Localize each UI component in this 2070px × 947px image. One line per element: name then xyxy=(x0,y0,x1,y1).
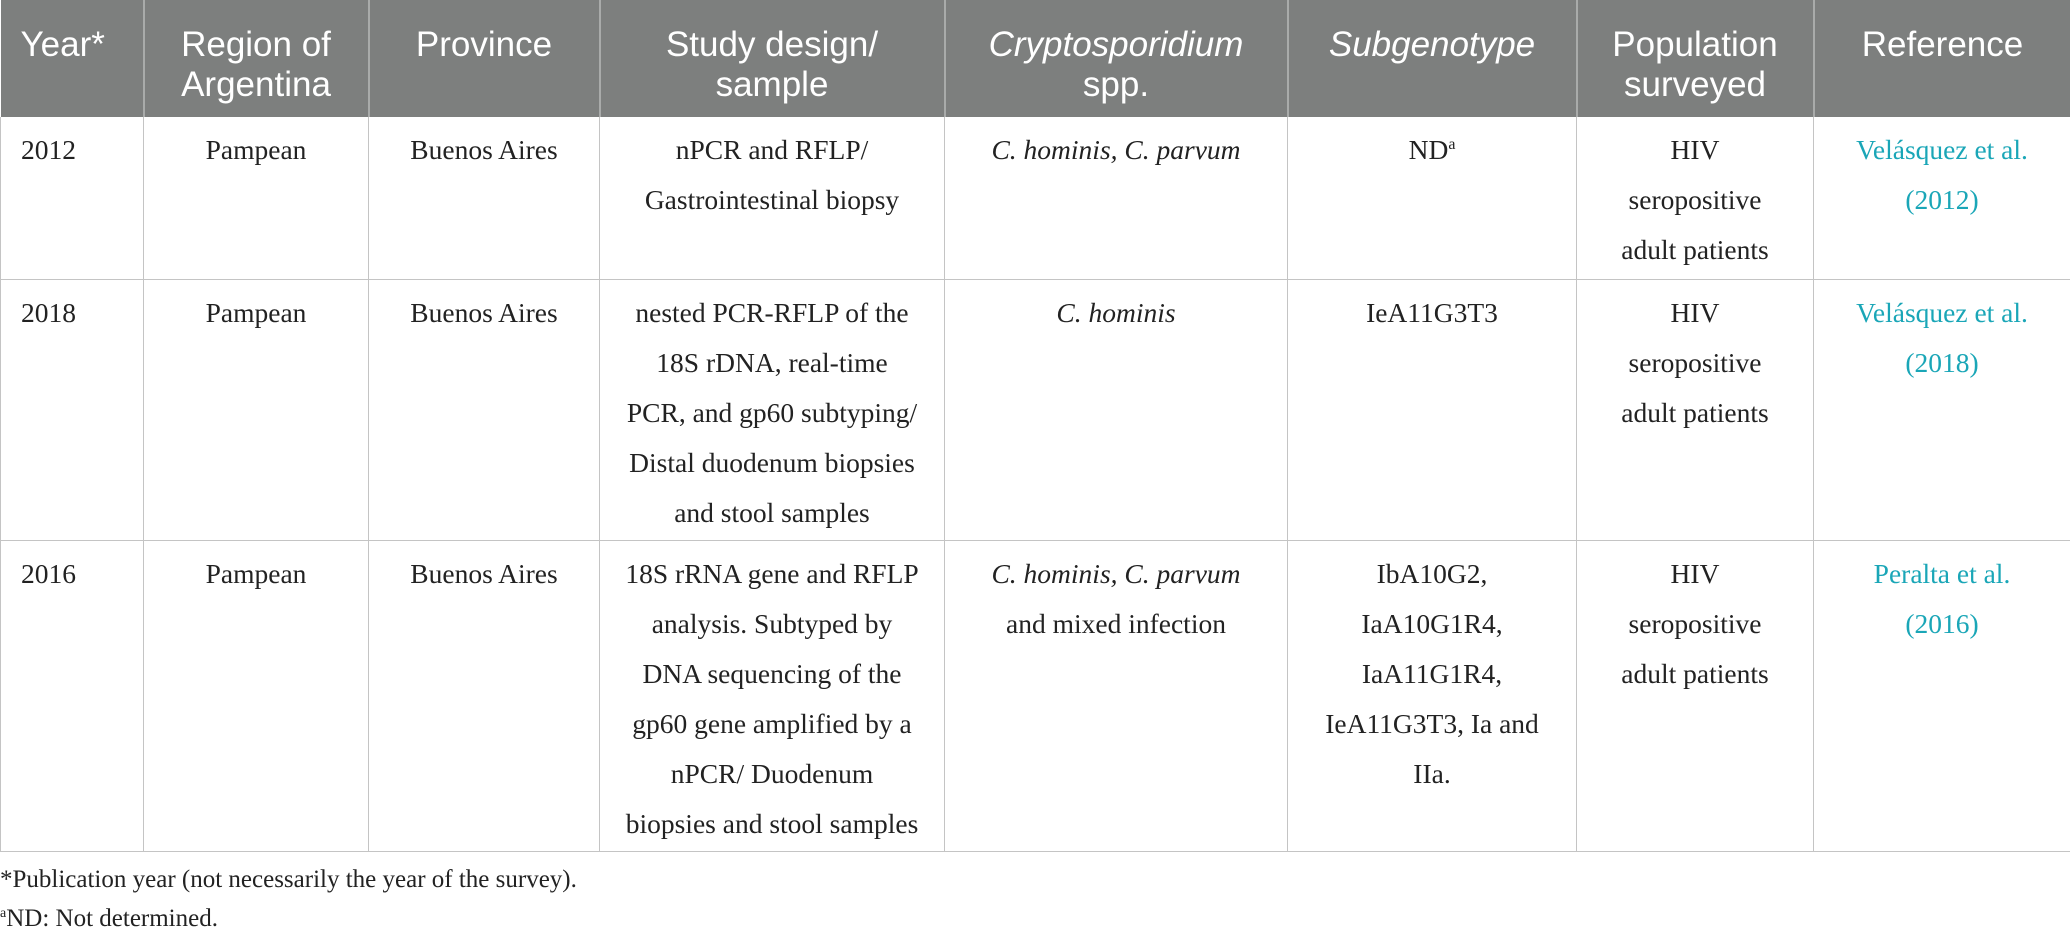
cell-species: C. hominis xyxy=(945,280,1288,541)
cell-population: HIV seropositive adult patients xyxy=(1577,117,1814,280)
cell-subgenotype: $ND^a$ xyxy=(1288,117,1577,280)
cell-year: 2018 xyxy=(1,280,144,541)
cell-species: C. hominis, C. parvum and mixed infection xyxy=(945,541,1288,852)
footnote-marker: a xyxy=(1448,136,1456,153)
cell-region: Pampean xyxy=(144,117,369,280)
header-population: Population surveyed xyxy=(1577,0,1814,117)
cell-subgenotype: IbA10G2, IaA10G1R4, IaA11G1R4, IeA11G3T3, Ia and IIa. xyxy=(1288,541,1577,852)
cell-year: 2016 xyxy=(1,541,144,852)
reference-link[interactable]: Velásquez et al. (2012) xyxy=(1856,134,2028,215)
cell-province: Buenos Aires xyxy=(369,280,600,541)
cell-study-design: nested PCR-RFLP of the 18S rDNA, real-time PCR, and gp60 subtyping/ Distal duodenum biopsies and stool samples xyxy=(600,280,945,541)
cell-population: HIV seropositive adult patients xyxy=(1577,541,1814,852)
cell-study-design: 18S rRNA gene and RFLP analysis. Subtyped by DNA sequencing of the gp60 gene amplified by a nPCR/ Duodenum biopsies and stool samples xyxy=(600,541,945,852)
cell-study-design: nPCR and RFLP/ Gastrointestinal biopsy xyxy=(600,117,945,280)
table-row xyxy=(1,117,2070,280)
cell-reference[interactable] xyxy=(1814,117,2070,280)
header-row xyxy=(1,0,2070,117)
cell-year: 2012 xyxy=(1,117,144,280)
header-year: Year* xyxy=(1,0,144,117)
header-subgenotype: Subgenotype xyxy=(1288,0,1577,117)
cell-species: C. hominis, C. parvum xyxy=(945,117,1288,280)
footnote-nd: $^a$ND: Not determined. xyxy=(0,905,218,932)
reference-link[interactable]: Velásquez et al. (2018) xyxy=(1856,297,2028,378)
cell-region: Pampean xyxy=(144,280,369,541)
cell-subgenotype: IeA11G3T3 xyxy=(1288,280,1577,541)
table-row xyxy=(1,280,2070,541)
header-cryptosporidium: Cryptosporidium spp. xyxy=(945,0,1288,117)
footnote-publication-year: *Publication year (not necessarily the year of the survey). xyxy=(0,866,577,893)
cell-region: Pampean xyxy=(144,541,369,852)
cell-population: HIV seropositive adult patients xyxy=(1577,280,1814,541)
header-province: Province xyxy=(369,0,600,117)
cell-reference[interactable] xyxy=(1814,541,2070,852)
cell-reference[interactable] xyxy=(1814,280,2070,541)
header-region: Region of Argentina xyxy=(144,0,369,117)
cell-province: Buenos Aires xyxy=(369,117,600,280)
cell-province: Buenos Aires xyxy=(369,541,600,852)
table-row xyxy=(1,541,2070,852)
reference-link[interactable]: Peralta et al. (2016) xyxy=(1873,558,2011,639)
header-study-design: Study design/ sample xyxy=(600,0,945,117)
header-reference: Reference xyxy=(1814,0,2070,117)
